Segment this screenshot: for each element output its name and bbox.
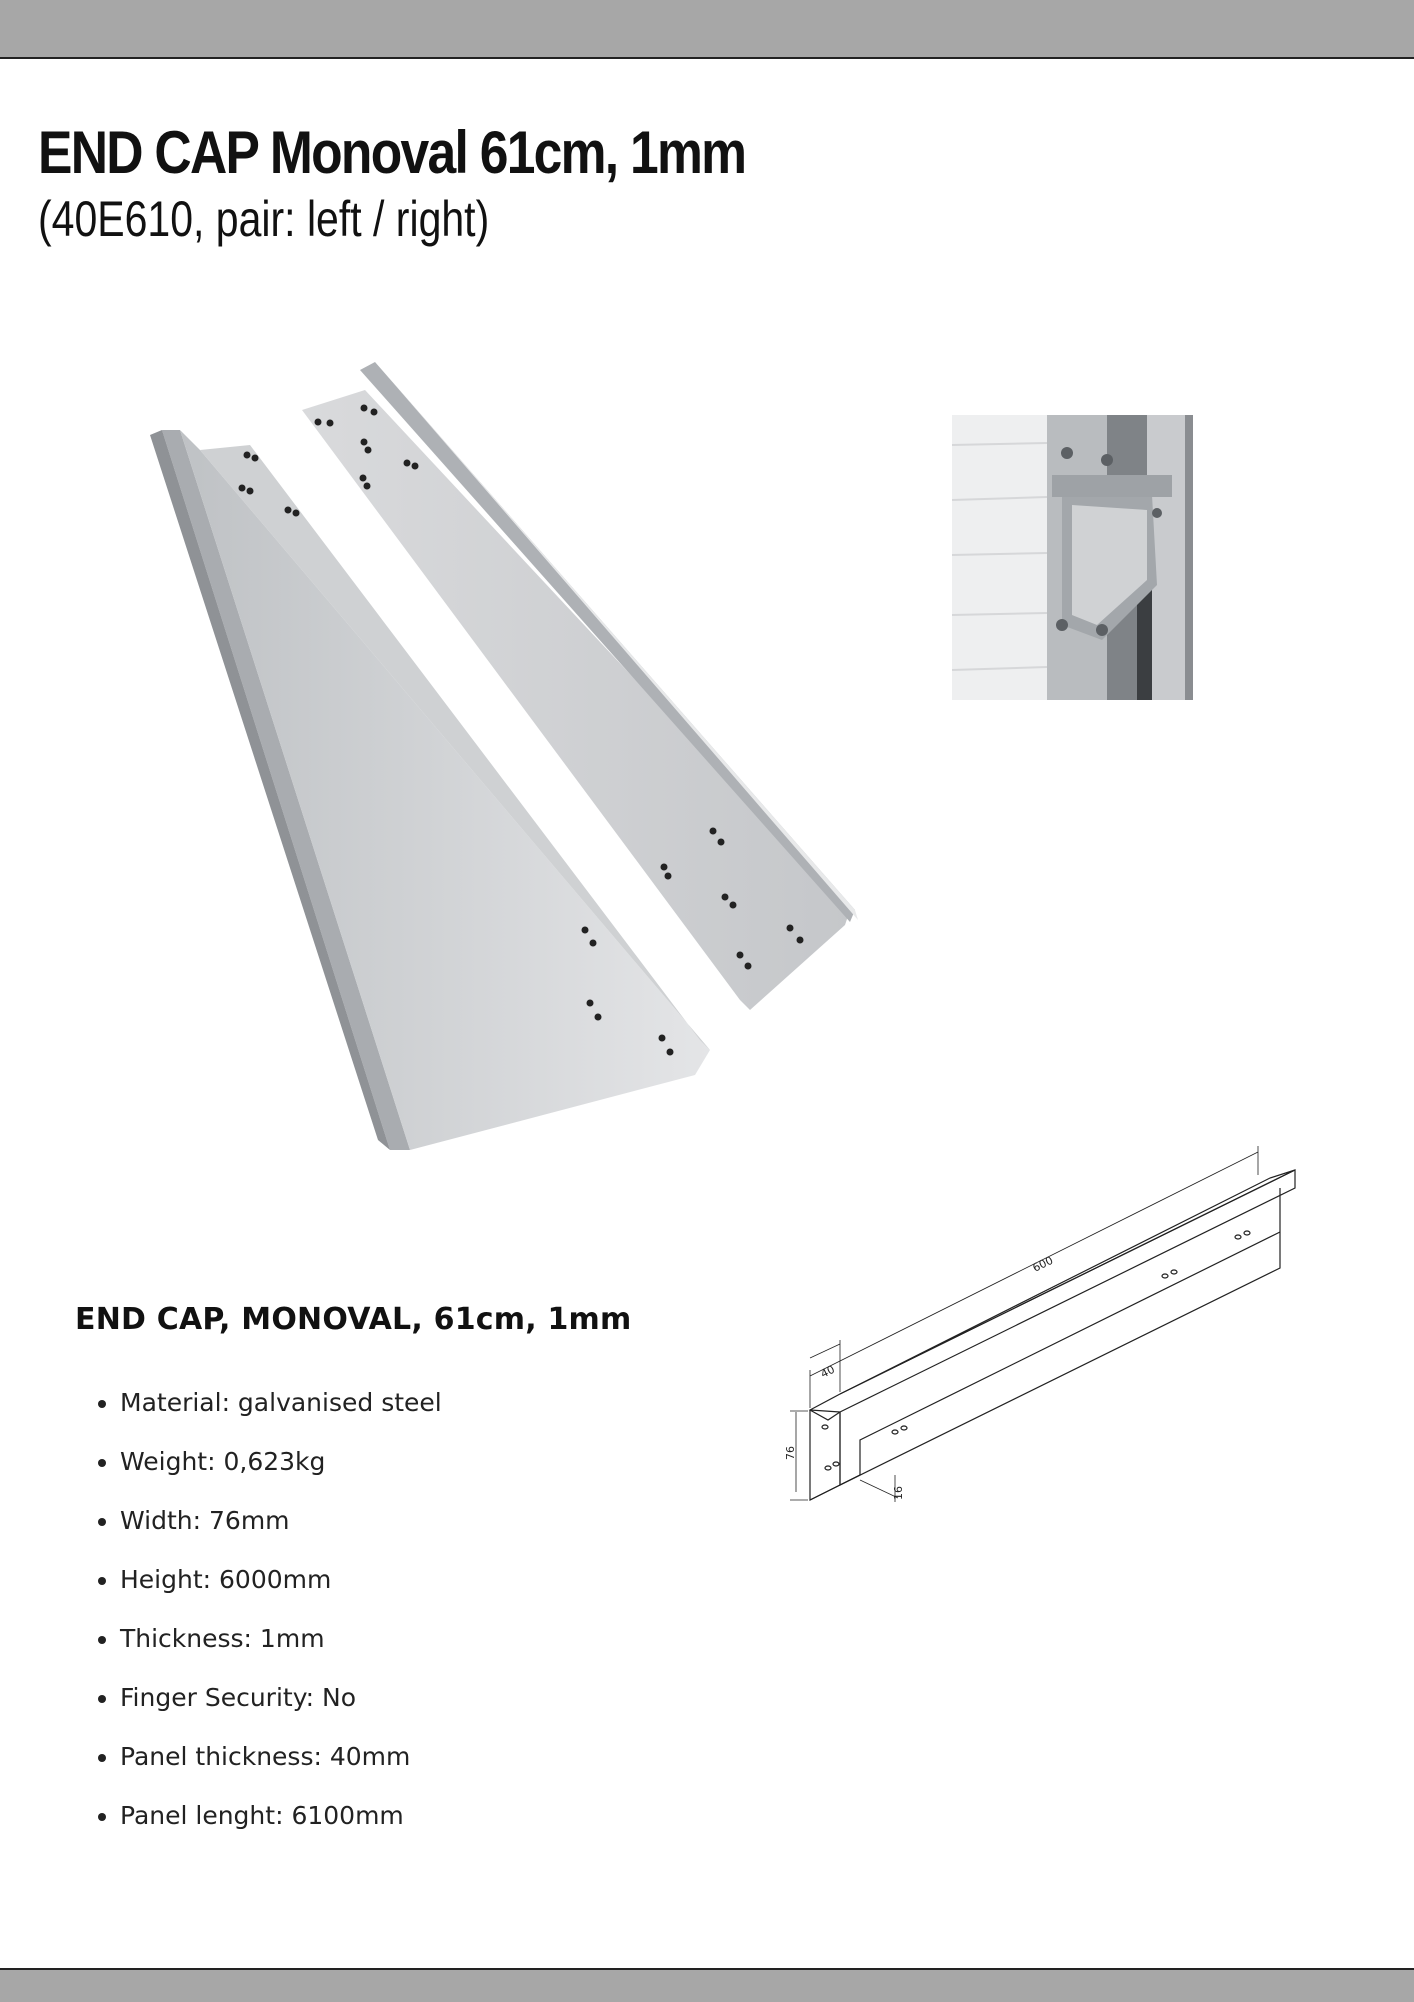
spec-item-thickness: • Thickness: 1mm (120, 1622, 442, 1681)
spec-item-weight: • Weight: 0,623kg (120, 1445, 442, 1504)
dimension-length-label: 600 (1030, 1253, 1056, 1275)
spec-list (70, 1386, 442, 1858)
spec-item-height: • Height: 6000mm (120, 1563, 442, 1622)
spec-item-finger-security: • Finger Security: No (120, 1681, 442, 1740)
dimension-height-label: 76 (784, 1446, 797, 1460)
product-title: END CAP Monoval 61cm, 1mm (38, 119, 746, 186)
spec-item-material: • Material: galvanised steel (120, 1386, 442, 1445)
spec-heading: END CAP, MONOVAL, 61cm, 1mm (75, 1302, 632, 1337)
dimension-flange-label: 16 (892, 1486, 905, 1500)
technical-drawing (780, 1130, 1310, 1530)
product-subtitle: (40E610, pair: left / right) (38, 191, 490, 247)
installation-detail-photo (952, 415, 1193, 700)
dimension-depth-label: 40 (818, 1362, 837, 1381)
product-photo (150, 350, 870, 1150)
spec-item-panel-thickness: • Panel thickness: 40mm (120, 1740, 442, 1799)
footer-bar (0, 1968, 1414, 2002)
spec-item-panel-length: • Panel lenght: 6100mm (120, 1799, 442, 1858)
header-bar (0, 0, 1414, 59)
spec-item-width: • Width: 76mm (120, 1504, 442, 1563)
